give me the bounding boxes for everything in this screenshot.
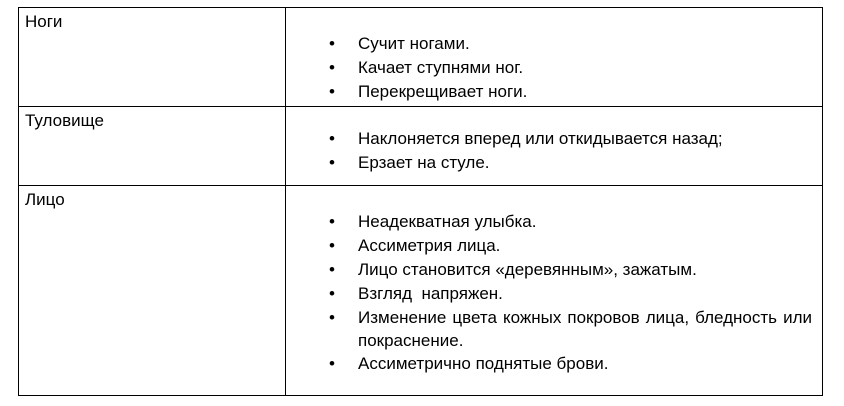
list-item: [286, 56, 822, 80]
bullet-list-torso: [286, 127, 822, 175]
list-item-text: Перекрещивает ноги.: [358, 82, 528, 101]
list-item-text: Неадекватная улыбка.: [358, 212, 537, 231]
items-cell: [286, 186, 823, 396]
table-row-face: [19, 186, 823, 396]
bullet-icon: •: [329, 58, 335, 77]
list-item-text: Наклоняется вперед или откидывается назад;: [358, 129, 723, 148]
list-item: [286, 32, 822, 56]
row-label-torso: Туловище: [25, 111, 104, 130]
row-label-legs: Ноги: [25, 12, 63, 31]
label-cell: [19, 186, 286, 396]
label-cell: [19, 107, 286, 186]
bullet-icon: •: [329, 129, 335, 148]
bullet-icon: •: [329, 260, 335, 279]
label-cell: [19, 8, 286, 107]
list-item: [286, 210, 822, 234]
list-item-text: Ассиметрично поднятые брови.: [358, 354, 609, 373]
list-item: [286, 352, 822, 376]
bullet-icon: •: [329, 308, 335, 327]
bullet-icon: •: [329, 354, 335, 373]
list-item: [286, 258, 822, 282]
items-cell: [286, 107, 823, 186]
bullet-list-face: [286, 210, 822, 376]
row-label-face: Лицо: [25, 190, 65, 209]
document-table: [18, 7, 823, 396]
list-item: [286, 151, 822, 175]
bullet-icon: •: [329, 212, 335, 231]
bullet-icon: •: [329, 236, 335, 255]
list-item: [286, 127, 822, 151]
list-item-text: Ассиметрия лица.: [358, 236, 501, 255]
bullet-icon: •: [329, 82, 335, 101]
items-cell: [286, 8, 823, 107]
list-item-text: Лицо становится «деревянным», зажатым.: [358, 260, 697, 279]
list-item: [286, 306, 822, 352]
list-item-text: Ерзает на стуле.: [358, 153, 490, 172]
bullet-icon: •: [329, 34, 335, 53]
list-item: [286, 282, 822, 306]
list-item-text: Изменение цвета кожных покровов лица, бледность или покраснение.: [358, 308, 812, 350]
bullet-icon: •: [329, 284, 335, 303]
list-item: [286, 234, 822, 258]
list-item: [286, 80, 822, 104]
list-item-text: Взгляд напряжен.: [358, 284, 503, 303]
table-row-legs: [19, 8, 823, 107]
table-row-torso: [19, 107, 823, 186]
bullet-list-legs: [286, 32, 822, 104]
list-item-text: Сучит ногами.: [358, 34, 470, 53]
list-item-text: Качает ступнями ног.: [358, 58, 524, 77]
bullet-icon: •: [329, 153, 335, 172]
